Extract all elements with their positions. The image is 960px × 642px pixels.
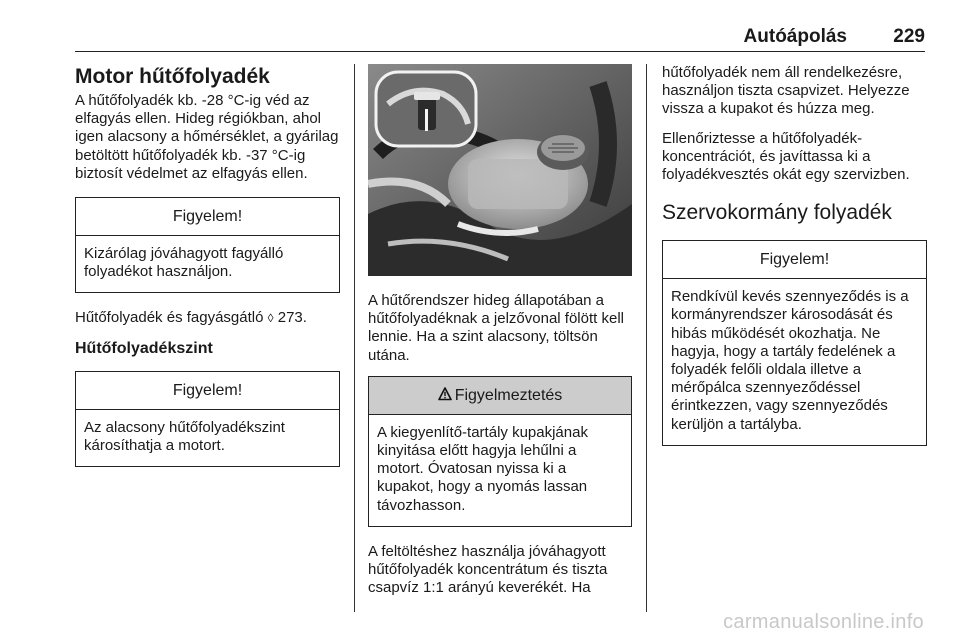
coolant-intro: A hűtőfolyadék kb. -28 °C-ig véd az elfagyás ellen. Hideg régiókban, ahol igen alacsony a hőmérséklet, a gyárilag betöltött hűtőfolyadék kb. -37 °C-ig biztosít védelmet az elfagyás ellen. [75,92,339,182]
heading-engine-coolant: Motor hűtőfolyadék [75,65,270,88]
heading-power-steering-fluid: Szervokormány folyadék [662,201,892,225]
notice-title: Figyelem! [663,241,926,279]
heading-coolant-level: Hűtőfolyadékszint [75,339,213,357]
fill-instructions-continued: hűtőfolyadék nem áll rendelkezésre, használjon tiszta csapvizet. Helyezze vissza a kupakot és húzza meg. [662,64,910,118]
notice-body: Kizárólag jóváhagyott fagyálló folyadékot használjon. [84,245,284,281]
reference-page: 273. [277,309,307,327]
page-reference-icon: ◊ [267,311,274,326]
fill-instructions: A feltöltéshez használja jóváhagyott hűtőfolyadék koncentrátum és tiszta csapvíz 1:1 arányú keverékét. Ha [368,542,608,597]
warning-header [369,377,631,415]
engine-bay-photo [368,64,632,276]
cross-reference [75,309,340,327]
notice-body: Rendkívül kevés szennyeződés is a kormányrendszer károsodását és hibás működését okozhatja. Ne hagyja, hogy a tartály fedelének a folyadék felőli oldala illetve a mérőpálca szennyeződéssel érintkezzen, vagy szennyeződés kerüljön a tartályba. [671,288,909,433]
notice-title: Figyelem! [76,198,339,236]
notice-box-3 [662,240,927,446]
column-divider-2 [646,64,647,612]
notice-box-2 [75,371,340,467]
column-3 [662,64,927,462]
photo-caption: A hűtőrendszer hideg állapotában a hűtőfolyadéknak a jelzővonal fölött kell lennie. Ha a szint alacsony, töltsön utána. [368,292,624,364]
page-number: 229 [893,26,925,47]
warning-box [368,376,632,527]
warning-icon [438,387,452,401]
column-2 [368,64,632,608]
page-header [75,26,925,52]
column-divider-1 [354,64,355,612]
service-check: Ellenőriztesse a hűtőfolyadék-koncentrációt, és javíttassa ki a folyadékvesztés okát egy szervizben. [662,129,910,184]
notice-title: Figyelem! [76,372,339,410]
notice-body: Az alacsony hűtőfolyadékszint károsíthatja a motort. [84,418,285,454]
warning-title: Figyelmeztetés [454,386,563,404]
watermark: carmanualsonline.info [723,611,924,633]
reference-text: Hűtőfolyadék és fagyásgátló [75,309,264,327]
warning-body: A kiegyenlítő-tartály kupakjának kinyitása előtt hagyja lehűlni a motort. Óvatosan nyissa ki a kupakot, hogy a nyomás lassan távozhasson. [377,423,588,514]
column-1 [75,64,340,483]
section-title: Autóápolás [743,26,847,47]
notice-box-1 [75,197,340,293]
